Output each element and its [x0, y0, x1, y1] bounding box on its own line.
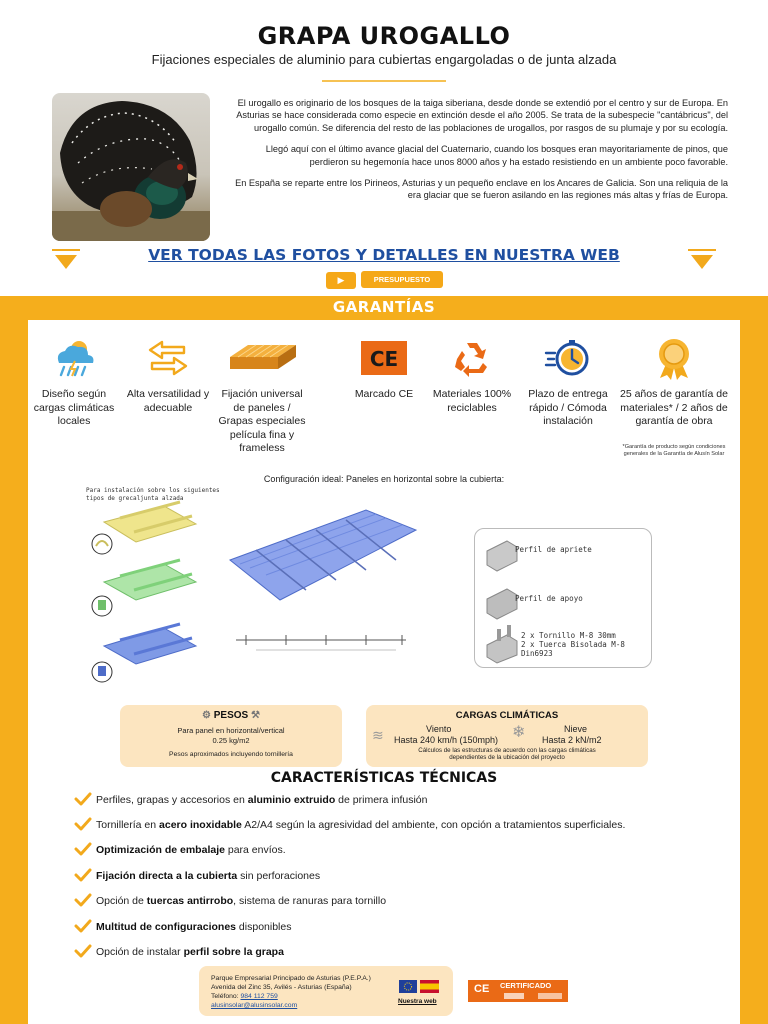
- feature-fast-delivery: [522, 336, 614, 429]
- certificate-code-icon: [538, 993, 562, 999]
- quote-button[interactable]: PRESUPUESTO: [361, 271, 443, 288]
- intro-text: [232, 97, 728, 211]
- configuration-title: Configuración ideal: Paneles en horizontal sobre la cubierta:: [263, 474, 505, 484]
- contact-box: [199, 966, 453, 1016]
- check-icon: [74, 842, 96, 859]
- panel-profile-icon: [216, 336, 308, 380]
- tech-item-text: Fijación directa a la cubierta sin perforaciones: [96, 870, 321, 882]
- tech-item-text: Opción de tuercas antirrobo, sistema de ranuras para tornillo: [96, 895, 387, 907]
- check-icon: [74, 792, 96, 809]
- climate-title: CARGAS CLIMÁTICAS: [455, 710, 559, 721]
- wind-icon: ≋: [372, 727, 384, 743]
- tech-item: [74, 815, 625, 835]
- warranty-note: *Garantía de producto según condiciones generales de la Garantía de Alusín Solar: [622, 444, 726, 457]
- feature-label: Plazo de entrega rápido / Cómoda instalación: [528, 388, 608, 427]
- phone-label: Teléfono:: [211, 993, 241, 1000]
- feature-label: Marcado CE: [354, 388, 414, 400]
- page-subtitle: Fijaciones especiales de aluminio para cubiertas engargoladas o de junta alzada: [151, 52, 617, 67]
- caption-line: tipos de grecaljunta alzada: [86, 494, 184, 502]
- tech-item-text: Optimización de embalaje para envíos.: [96, 844, 286, 856]
- phone-number[interactable]: 984 112 759: [240, 993, 278, 1000]
- certificate-text: CERTIFICADO: [500, 981, 552, 990]
- header-section: [0, 0, 768, 296]
- part-label: Perfil de apriete: [515, 545, 592, 554]
- tech-item: [74, 891, 386, 911]
- climate-box: [366, 705, 648, 767]
- tech-item-text: Tornillería en acero inoxidable A2/A4 según la agresividad del ambiente, con opción a tratamientos superficiales.: [96, 819, 626, 831]
- website-link[interactable]: VER TODAS LAS FOTOS Y DETALLES EN NUESTRA WEB: [148, 246, 620, 264]
- weights-note: Pesos aproximados incluyendo tornillería: [169, 751, 293, 758]
- feature-label: Fijación universal de paneles / Grapas especiales película fina y frameless: [218, 388, 306, 454]
- caption-line: Para instalación sobre los siguientes: [86, 487, 220, 494]
- medal-icon: [612, 336, 736, 380]
- guarantees-title: GARANTÍAS: [332, 298, 436, 316]
- tech-item-text: Opción de instalar perfil sobre la grapa: [96, 946, 284, 958]
- feature-ce-mark: [338, 336, 430, 402]
- snowflake-icon: ❄: [512, 724, 526, 741]
- eu-flag-icon: [399, 980, 417, 993]
- phone-line: [211, 992, 371, 1001]
- snow-value: Hasta 2 kN/m2: [542, 735, 602, 745]
- fast-clock-icon: [522, 336, 614, 380]
- feature-versatility: [122, 336, 214, 415]
- wind-label: Viento: [426, 724, 452, 734]
- capercaillie-photo: [52, 93, 210, 241]
- weights-title: PESOS: [213, 710, 249, 721]
- intro-paragraph: El urogallo es originario de los bosques de la taiga siberiana, desde donde se extendió por el centro y sur de Europa. En Asturias se hace considerada como especie en extinción desde el año 2005. Se trata de la subespecie "cantábricus", del urogallo común. Se diferencia del resto de las poblaciones de urogallos, por rasgos de su plumaje y por su ecología.: [236, 98, 728, 133]
- title-divider: [322, 80, 446, 82]
- tech-item-text: Multitud de configuraciones disponibles: [96, 921, 292, 933]
- weights-title-row: [120, 710, 342, 721]
- tech-item: [74, 790, 427, 810]
- feature-warranty: [612, 336, 736, 429]
- feature-label: Diseño según cargas climáticas locales: [33, 388, 115, 427]
- check-icon: [74, 893, 96, 910]
- email-link[interactable]: alusinsolar@alusinsolar.com: [211, 1002, 298, 1009]
- feature-climate: [28, 336, 120, 429]
- double-arrow-icon: [122, 336, 214, 380]
- address-block: [211, 974, 371, 1010]
- tech-item: [74, 866, 320, 886]
- feature-label: Alta versatilidad y adecuable: [126, 388, 210, 414]
- installation-diagram: [226, 490, 422, 685]
- feature-universal-fixing: [216, 336, 308, 456]
- address-line: Avenida del Zinc 35, Avilés - Asturias (España): [211, 984, 352, 991]
- check-icon: [74, 868, 96, 885]
- feature-recyclable: [426, 336, 518, 415]
- play-video-button[interactable]: ▶: [326, 272, 356, 289]
- climate-note: Cálculos de las estructuras de acuerdo con las cargas climáticas: [418, 747, 596, 754]
- parts-box: [474, 528, 652, 668]
- feature-label: 25 años de garantía de materiales* / 2 años de garantía de obra: [619, 388, 728, 427]
- tech-item-text: Perfiles, grapas y accesorios en aluminio extruido de primera infusión: [96, 794, 428, 806]
- weights-value: 0.25 kg/m2: [212, 736, 250, 745]
- check-icon: [74, 944, 96, 961]
- part-label: 2 x Tuerca Bisolada M-8 Din6923: [521, 640, 625, 658]
- address-line: Parque Empresarial Principado de Asturias (P.E.P.A.): [211, 975, 371, 982]
- snow-label: Nieve: [564, 724, 588, 734]
- part-label: Perfil de apoyo: [515, 594, 583, 603]
- certificate-seal-icon: [504, 993, 524, 999]
- climate-note: dependientes de la ubicación del proyecto: [449, 754, 565, 761]
- ce-certificate-badge: [468, 980, 568, 1002]
- intro-paragraph: Llegó aquí con el último avance glacial del Cuaternario, cuando los bosques eran mayoritariamente de pinos, que perdieron su hegemonía hace unos 8000 años y ha estado resistiendo en un ambiente poco favorable.: [265, 144, 728, 167]
- tech-item: [74, 917, 291, 937]
- wind-value: Hasta 240 km/h (150mph): [394, 735, 499, 745]
- roof-types-diagram: [84, 500, 214, 695]
- weights-box: [120, 705, 342, 767]
- flags: [399, 980, 439, 998]
- intro-paragraph: En España se reparte entre los Pirineos, Asturias y un pequeño enclave en los Ancares de Galicia. Son una reliquia de la era glaciar que se fueron asilando en las regiones más altas y frías de Europa.: [235, 178, 728, 201]
- website-link-footer[interactable]: Nuestra web: [398, 998, 437, 1005]
- page-title: GRAPA UROGALLO: [257, 22, 511, 50]
- feature-label: Materiales 100% reciclables: [432, 388, 512, 414]
- part-label: 2 x Tornillo M-8 30mm: [521, 631, 616, 640]
- weather-cloud-icon: [28, 336, 120, 380]
- ce-mark-icon: [338, 336, 430, 380]
- svg-text:CE: CE: [369, 347, 399, 371]
- tech-title: CARACTERÍSTICAS TÉCNICAS: [270, 770, 498, 786]
- bolt-icon: ⚙: [202, 710, 211, 721]
- recycle-icon: [426, 336, 518, 380]
- tech-item: [74, 942, 284, 962]
- ce-mark: CE: [474, 983, 490, 995]
- weights-line: Para panel en horizontal/vertical: [177, 726, 285, 735]
- check-icon: [74, 919, 96, 936]
- wrench-icon: ⚒: [251, 710, 260, 721]
- tech-item: [74, 840, 286, 860]
- check-icon: [74, 817, 96, 834]
